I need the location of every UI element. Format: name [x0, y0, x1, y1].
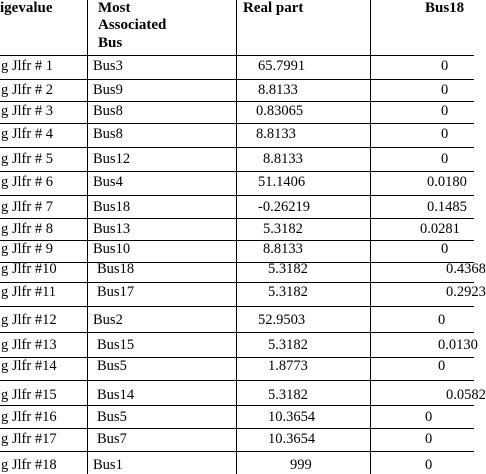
associated-bus: Bus18 — [93, 199, 131, 215]
header-associated-label: Associated — [98, 17, 167, 34]
associated-bus: Bus12 — [93, 151, 131, 167]
header-bus-label: Bus — [98, 34, 123, 51]
row-label: g Jlfr # 2 — [1, 82, 53, 98]
bus18-value: 0 — [441, 126, 449, 142]
real-part-value: 0.83065 — [256, 103, 304, 119]
associated-bus: Bus10 — [93, 241, 131, 257]
real-part-value: 999 — [290, 457, 312, 473]
row-border — [0, 332, 474, 333]
associated-bus: Bus15 — [97, 337, 135, 353]
bus18-value: 0.1485 — [427, 199, 467, 215]
row-label: g Jlfr #17 — [1, 431, 57, 447]
bus18-value: 0 — [441, 241, 449, 257]
row-label: g Jlfr #14 — [1, 358, 57, 374]
real-part-value: 65.7991 — [258, 58, 306, 74]
row-border — [0, 123, 474, 124]
row-label: g Jlfr # 1 — [1, 58, 53, 74]
row-label: g Jlfr # 7 — [1, 199, 53, 215]
bus18-value: 0 — [441, 151, 449, 167]
associated-bus: Bus2 — [93, 312, 123, 328]
bus18-value: 0 — [425, 457, 433, 473]
row-border — [0, 262, 474, 263]
row-border — [0, 282, 474, 283]
associated-bus: Bus8 — [93, 103, 123, 119]
associated-bus: Bus18 — [97, 261, 135, 277]
associated-bus: Bus13 — [93, 221, 131, 237]
real-part-value: 8.8133 — [258, 82, 298, 98]
real-part-value: 5.3182 — [268, 337, 308, 353]
bus18-value: 0.0281 — [420, 221, 460, 237]
real-part-value: 5.3182 — [263, 221, 303, 237]
row-border — [0, 306, 474, 307]
associated-bus: Bus17 — [97, 284, 135, 300]
row-label: g Jlfr #18 — [1, 457, 57, 473]
real-part-value: 8.8133 — [263, 241, 303, 257]
header-most-label: Most — [98, 0, 131, 16]
row-border — [0, 218, 474, 219]
row-border — [0, 240, 474, 241]
row-label: g Jlfr #12 — [1, 312, 57, 328]
row-border — [0, 428, 474, 429]
associated-bus: Bus5 — [97, 358, 127, 374]
row-border — [0, 451, 474, 452]
associated-bus: Bus5 — [97, 409, 127, 425]
real-part-value: 51.1406 — [258, 174, 306, 190]
real-part-value: 10.3654 — [268, 409, 316, 425]
real-part-value: 8.8133 — [256, 126, 296, 142]
row-label: g Jlfr # 4 — [1, 126, 53, 142]
row-border — [0, 380, 474, 381]
real-part-value: 5.3182 — [268, 284, 308, 300]
row-label: g Jlfr # 6 — [1, 174, 53, 190]
header-most-associated-bus — [98, 0, 228, 52]
row-label: g Jlfr #13 — [1, 337, 57, 353]
bus18-value: 0.0582 — [446, 387, 486, 403]
row-label: g Jlfr # 5 — [1, 151, 53, 167]
row-border — [0, 171, 474, 172]
row-border — [0, 101, 474, 102]
real-part-value: 52.9503 — [258, 312, 306, 328]
column-border — [236, 0, 237, 474]
header-real-part: Real part — [243, 0, 304, 16]
real-part-value: 1.8773 — [268, 358, 308, 374]
row-label: g Jlfr # 9 — [1, 241, 53, 257]
bus18-value: 0 — [438, 312, 446, 328]
associated-bus: Bus8 — [93, 126, 123, 142]
real-part-value: 8.8133 — [263, 151, 303, 167]
row-label: g Jlfr #15 — [1, 387, 57, 403]
header-bus18: Bus18 — [425, 0, 465, 16]
real-part-value: -0.26219 — [258, 199, 310, 215]
bus18-value: 0 — [438, 358, 446, 374]
bus18-value: 0 — [425, 409, 433, 425]
real-part-value: 5.3182 — [268, 387, 308, 403]
row-border — [0, 195, 474, 196]
row-label: g Jlfr # 3 — [1, 103, 53, 119]
associated-bus: Bus14 — [97, 387, 135, 403]
bus18-value: 0 — [441, 103, 449, 119]
real-part-value: 5.3182 — [268, 261, 308, 277]
bus18-value: 0.2923 — [446, 284, 486, 300]
associated-bus: Bus3 — [93, 58, 123, 74]
row-label: g Jlfr #16 — [1, 409, 57, 425]
bus18-value: 0 — [441, 58, 449, 74]
real-part-value: 10.3654 — [268, 431, 316, 447]
column-border — [370, 0, 371, 474]
bus18-value: 0.0130 — [438, 337, 478, 353]
associated-bus: Bus9 — [93, 82, 123, 98]
header-eigenvalue: igevalue — [0, 0, 53, 16]
bus18-value: 0.0180 — [427, 174, 467, 190]
row-border — [0, 357, 474, 358]
row-label: g Jlfr # 8 — [1, 221, 53, 237]
associated-bus: Bus7 — [97, 431, 127, 447]
bus18-value: 0 — [441, 82, 449, 98]
row-border — [0, 147, 474, 148]
associated-bus: Bus4 — [93, 174, 123, 190]
bus18-value: 0 — [425, 431, 433, 447]
row-border — [0, 55, 474, 56]
row-border — [0, 405, 474, 406]
bus18-value: 0.4368 — [446, 261, 486, 277]
row-border — [0, 79, 474, 80]
column-border — [87, 0, 88, 474]
row-label: g Jlfr #10 — [1, 261, 57, 277]
row-label: g Jlfr #11 — [1, 284, 57, 300]
associated-bus: Bus1 — [93, 457, 123, 473]
